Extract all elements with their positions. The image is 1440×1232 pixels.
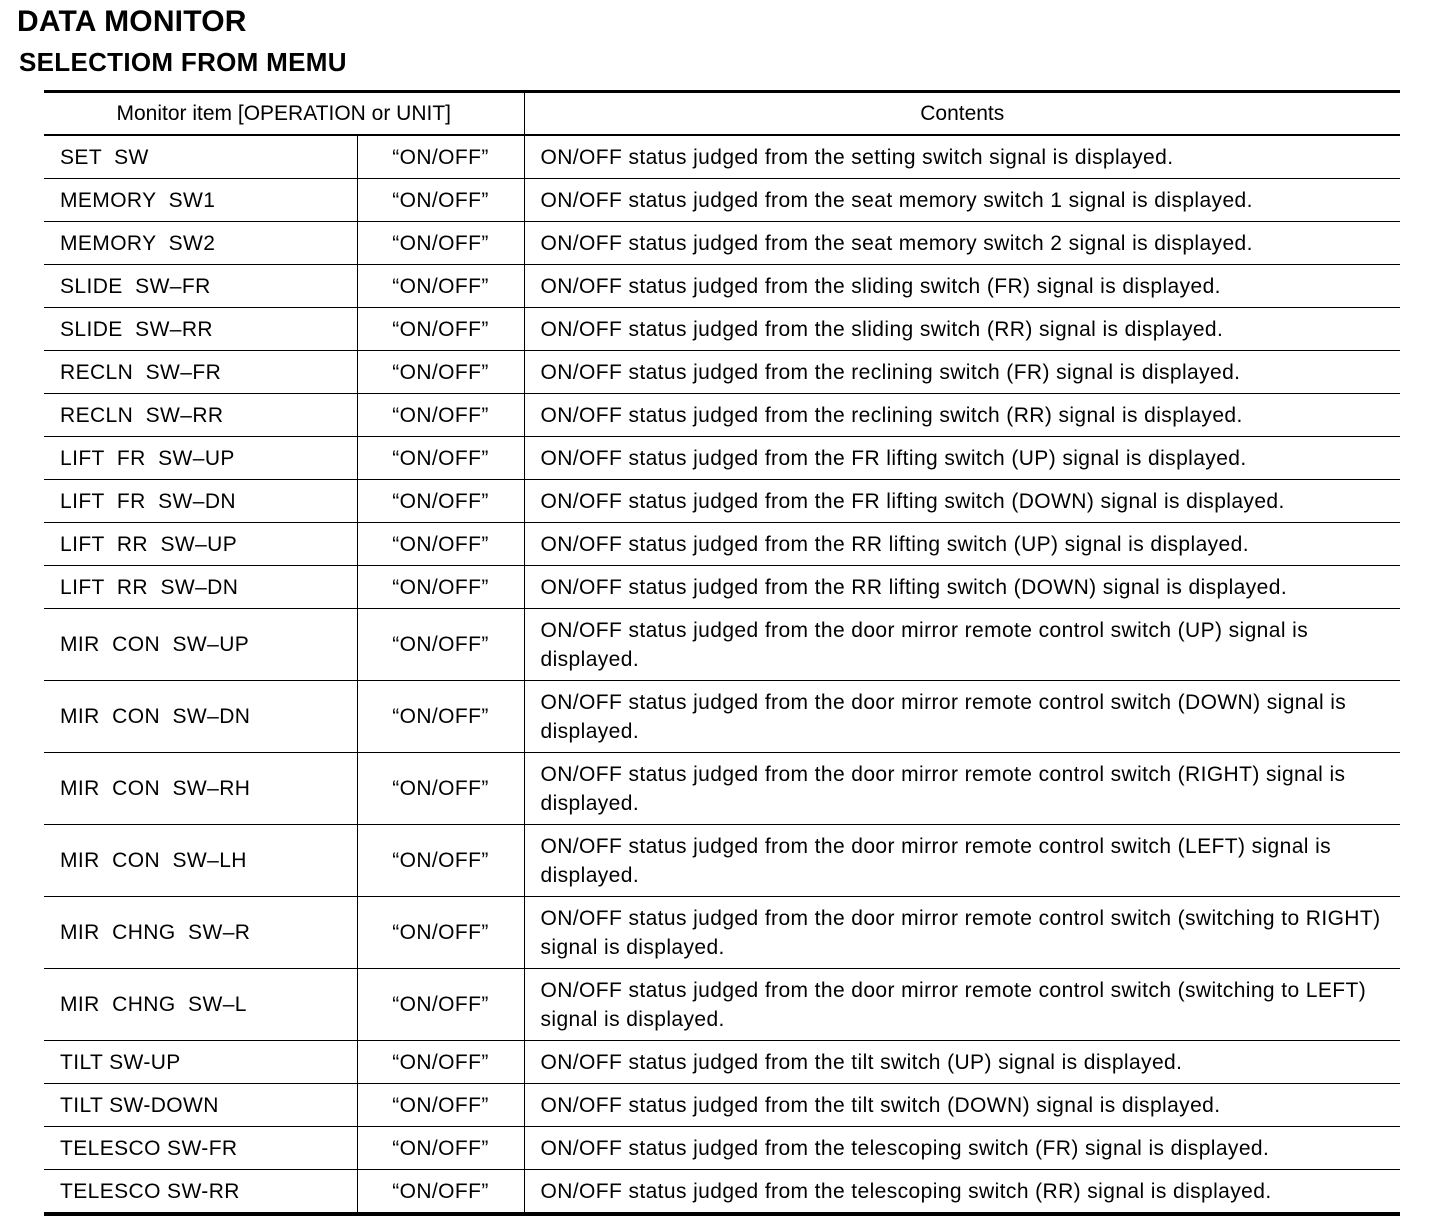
- section-subtitle: SELECTIOM FROM MEMU: [19, 47, 347, 77]
- unit-cell: “ON/OFF”: [357, 394, 524, 437]
- monitor-item-cell: RECLN SW–FR: [44, 351, 357, 394]
- monitor-item-cell: TELESCO SW-FR: [44, 1127, 357, 1170]
- column-header-monitor-item: Monitor item [OPERATION or UNIT]: [44, 92, 524, 136]
- unit-cell: “ON/OFF”: [357, 1084, 524, 1127]
- unit-cell: “ON/OFF”: [357, 222, 524, 265]
- monitor-item-cell: LIFT RR SW–UP: [44, 523, 357, 566]
- contents-cell: ON/OFF status judged from the sliding switch (FR) signal is displayed.: [524, 265, 1400, 308]
- table-row: [44, 523, 1400, 566]
- monitor-item-cell: MIR CHNG SW–R: [44, 897, 357, 969]
- table-row: [44, 897, 1400, 969]
- monitor-item-cell: SLIDE SW–RR: [44, 308, 357, 351]
- unit-cell: “ON/OFF”: [357, 265, 524, 308]
- contents-cell: ON/OFF status judged from the sliding switch (RR) signal is displayed.: [524, 308, 1400, 351]
- table-row: [44, 222, 1400, 265]
- unit-cell: “ON/OFF”: [357, 523, 524, 566]
- table-row: [44, 265, 1400, 308]
- table-row: [44, 308, 1400, 351]
- unit-cell: “ON/OFF”: [357, 179, 524, 222]
- table-row: [44, 480, 1400, 523]
- contents-cell: ON/OFF status judged from the RR lifting switch (UP) signal is displayed.: [524, 523, 1400, 566]
- monitor-item-cell: TELESCO SW-RR: [44, 1170, 357, 1215]
- contents-cell: ON/OFF status judged from the door mirror remote control switch (DOWN) signal is displayed.: [524, 681, 1400, 753]
- unit-cell: “ON/OFF”: [357, 480, 524, 523]
- table-row: [44, 681, 1400, 753]
- contents-cell: ON/OFF status judged from the telescoping switch (RR) signal is displayed.: [540, 1179, 1272, 1203]
- unit-cell: “ON/OFF”: [357, 969, 524, 1041]
- monitor-item-cell: MIR CON SW–RH: [44, 753, 357, 825]
- page-title: DATA MONITOR: [17, 5, 247, 38]
- contents-cell: ON/OFF status judged from the telescoping switch (FR) signal is displayed.: [524, 1127, 1400, 1170]
- unit-cell: “ON/OFF”: [357, 681, 524, 753]
- table-row: [44, 351, 1400, 394]
- monitor-item-cell: LIFT RR SW–DN: [44, 566, 357, 609]
- unit-cell: “ON/OFF”: [357, 609, 524, 681]
- table-row: [44, 753, 1400, 825]
- table-row: [44, 825, 1400, 897]
- unit-cell: “ON/OFF”: [357, 825, 524, 897]
- unit-cell: “ON/OFF”: [357, 1127, 524, 1170]
- contents-cell: ON/OFF status judged from the FR lifting switch (DOWN) signal is displayed.: [524, 480, 1400, 523]
- table-row: [44, 1170, 1400, 1215]
- table-row: [44, 179, 1400, 222]
- contents-cell: ON/OFF status judged from the door mirror remote control switch (RIGHT) signal is displayed.: [524, 753, 1400, 825]
- contents-cell: ON/OFF status judged from the reclining switch (RR) signal is displayed.: [524, 394, 1400, 437]
- unit-cell: “ON/OFF”: [357, 566, 524, 609]
- contents-cell: ON/OFF status judged from the tilt switch (UP) signal is displayed.: [524, 1041, 1400, 1084]
- table-row: [44, 1127, 1400, 1170]
- contents-cell: ON/OFF status judged from the door mirror remote control switch (UP) signal is displayed.: [524, 609, 1400, 681]
- unit-cell: “ON/OFF”: [357, 897, 524, 969]
- monitor-item-cell: MIR CON SW–DN: [44, 681, 357, 753]
- contents-cell: ON/OFF status judged from the door mirror remote control switch (switching to LEFT) signal is displayed.: [524, 969, 1400, 1041]
- table-row: [44, 1084, 1400, 1127]
- unit-cell: “ON/OFF”: [357, 753, 524, 825]
- header-row: [44, 92, 1400, 136]
- contents-cell: ON/OFF status judged from the door mirror remote control switch (LEFT) signal is displayed.: [524, 825, 1400, 897]
- monitor-item-cell: LIFT FR SW–DN: [44, 480, 357, 523]
- column-header-contents: Contents: [524, 92, 1400, 136]
- unit-cell: “ON/OFF”: [357, 308, 524, 351]
- contents-cell: ON/OFF status judged from the seat memory switch 2 signal is displayed.: [524, 222, 1400, 265]
- unit-cell: “ON/OFF”: [357, 1170, 524, 1215]
- table-row: [44, 969, 1400, 1041]
- monitor-item-cell: LIFT FR SW–UP: [44, 437, 357, 480]
- contents-cell: ON/OFF status judged from the setting switch signal is displayed.: [524, 135, 1400, 179]
- monitor-item-cell: MIR CON SW–LH: [44, 825, 357, 897]
- table-row: [44, 609, 1400, 681]
- table-row: [44, 394, 1400, 437]
- table-row: [44, 437, 1400, 480]
- unit-cell: “ON/OFF”: [357, 351, 524, 394]
- contents-cell: ON/OFF status judged from the FR lifting switch (UP) signal is displayed.: [524, 437, 1400, 480]
- monitor-item-cell: MEMORY SW1: [44, 179, 357, 222]
- monitor-item-cell: SLIDE SW–FR: [44, 265, 357, 308]
- table-header: [44, 92, 1400, 136]
- contents-cell: ON/OFF status judged from the RR lifting switch (DOWN) signal is displayed.: [524, 566, 1400, 609]
- monitor-item-cell: TILT SW-DOWN: [44, 1084, 357, 1127]
- table-row: [44, 135, 1400, 179]
- monitor-item-cell: RECLN SW–RR: [44, 394, 357, 437]
- monitor-item-cell: TILT SW-UP: [44, 1041, 357, 1084]
- unit-cell: “ON/OFF”: [357, 135, 524, 179]
- contents-cell: ON/OFF status judged from the seat memory switch 1 signal is displayed.: [524, 179, 1400, 222]
- table-row: [44, 1041, 1400, 1084]
- data-monitor-table: [44, 90, 1400, 1216]
- table-body: [44, 135, 1400, 1214]
- unit-cell: “ON/OFF”: [357, 1041, 524, 1084]
- monitor-item-cell: SET SW: [44, 135, 357, 179]
- table-row: [44, 566, 1400, 609]
- contents-cell: ON/OFF status judged from the door mirror remote control switch (switching to RIGHT) signal is displayed.: [524, 897, 1400, 969]
- monitor-item-cell: MIR CON SW–UP: [44, 609, 357, 681]
- contents-cell: ON/OFF status judged from the reclining switch (FR) signal is displayed.: [524, 351, 1400, 394]
- monitor-item-cell: MIR CHNG SW–L: [44, 969, 357, 1041]
- unit-cell: “ON/OFF”: [357, 437, 524, 480]
- contents-cell: ON/OFF status judged from the tilt switch (DOWN) signal is displayed.: [524, 1084, 1400, 1127]
- monitor-item-cell: MEMORY SW2: [44, 222, 357, 265]
